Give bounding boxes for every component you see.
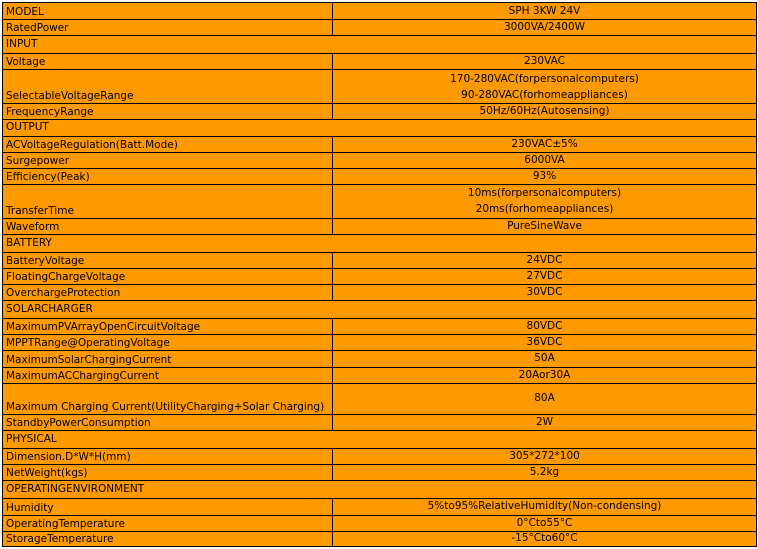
- spec-label: OperatingTemperature: [3, 515, 333, 531]
- spec-label: TransferTime: [3, 185, 333, 218]
- spec-row: [3, 351, 757, 367]
- spec-value-cell: [333, 103, 757, 119]
- spec-label: FloatingChargeVoltage: [3, 268, 333, 284]
- section-row: [3, 301, 757, 319]
- spec-value: 80VDC: [526, 320, 563, 333]
- section-header: PHYSICAL: [3, 430, 757, 448]
- spec-label: Surgepower: [3, 153, 333, 169]
- spec-value: 230VAC±5%: [511, 137, 578, 150]
- spec-value-cell: [333, 284, 757, 300]
- spec-value-cell: [333, 531, 757, 546]
- section-header: INPUT: [3, 36, 757, 54]
- spec-row: [3, 185, 757, 218]
- spec-value-cell: [333, 54, 757, 70]
- spec-table: [2, 2, 757, 547]
- spec-label: ACVoltageRegulation(Batt.Mode): [3, 136, 333, 152]
- spec-value: 305*272*100: [509, 450, 580, 463]
- spec-label: Voltage: [3, 54, 333, 70]
- spec-label: NetWeight(kgs): [3, 465, 333, 481]
- spec-row: [3, 20, 757, 36]
- spec-value: SPH 3KW 24V: [508, 4, 581, 17]
- spec-label: MPPTRange@OperatingVoltage: [3, 335, 333, 351]
- spec-row: [3, 3, 757, 20]
- spec-row: [3, 268, 757, 284]
- spec-value: 0°Cto55°C: [516, 516, 573, 529]
- spec-row: [3, 449, 757, 465]
- spec-value: 93%: [532, 170, 557, 183]
- spec-value: 30VDC: [526, 286, 563, 298]
- spec-value-cell: [333, 169, 757, 185]
- spec-value-cell: [333, 414, 757, 430]
- spec-value-cell: [333, 268, 757, 284]
- spec-value-cell: [333, 20, 757, 36]
- spec-value: 20Aor30A: [518, 368, 571, 381]
- spec-row: [3, 383, 757, 414]
- spec-value: 230VAC: [524, 55, 565, 68]
- section-row: [3, 430, 757, 448]
- section-header: OPERATINGENVIRONMENT: [3, 481, 757, 499]
- section-row: [3, 481, 757, 499]
- spec-row: [3, 515, 757, 531]
- spec-value-cell: [333, 367, 757, 383]
- spec-label: OverchargeProtection: [3, 284, 333, 300]
- spec-value-cell: [333, 465, 757, 481]
- spec-value: 24VDC: [526, 253, 563, 266]
- spec-value-cell: [333, 70, 757, 103]
- spec-row: [3, 531, 757, 546]
- spec-row: [3, 70, 757, 103]
- spec-row: [3, 103, 757, 119]
- spec-row: [3, 499, 757, 515]
- spec-label: MaximumPVArrayOpenCircuitVoltage: [3, 319, 333, 335]
- spec-row: [3, 54, 757, 70]
- spec-row: [3, 136, 757, 152]
- spec-row: [3, 335, 757, 351]
- spec-row: [3, 367, 757, 383]
- spec-value-cell: [333, 383, 757, 414]
- spec-value-cell: [333, 449, 757, 465]
- section-row: [3, 119, 757, 136]
- spec-value: 20ms(forhomeappliances): [475, 203, 614, 216]
- spec-row: [3, 218, 757, 234]
- spec-value-cell: [333, 335, 757, 351]
- spec-table-body: [3, 3, 757, 547]
- spec-value: 5.2kg: [529, 466, 560, 479]
- spec-row: [3, 414, 757, 430]
- spec-value-cell: [333, 218, 757, 234]
- spec-value: 10ms(forpersonalcomputers): [467, 187, 622, 200]
- section-row: [3, 234, 757, 252]
- spec-value: 80A: [534, 392, 555, 405]
- section-header: SOLARCHARGER: [3, 301, 757, 319]
- spec-label: Waveform: [3, 218, 333, 234]
- spec-value: 50Hz/60Hz(Autosensing): [479, 104, 610, 117]
- spec-label: MaximumACChargingCurrent: [3, 367, 333, 383]
- spec-row: [3, 153, 757, 169]
- spec-value: 5%to95%RelativeHumidity(Non-condensing): [427, 500, 662, 513]
- spec-value: 170-280VAC(forpersonalcomputers): [450, 72, 639, 85]
- spec-label: FrequencyRange: [3, 103, 333, 119]
- spec-row: [3, 169, 757, 185]
- spec-value: 36VDC: [526, 336, 563, 349]
- spec-label: SelectableVoltageRange: [3, 70, 333, 103]
- section-row: [3, 36, 757, 54]
- spec-label: StorageTemperature: [3, 531, 333, 546]
- spec-label: Humidity: [3, 499, 333, 515]
- spec-row: [3, 319, 757, 335]
- spec-value: PureSineWave: [507, 219, 582, 232]
- spec-value: 90-280VAC(forhomeappliances): [461, 88, 628, 101]
- section-header: OUTPUT: [3, 119, 757, 136]
- spec-value: 6000VA: [524, 154, 565, 167]
- spec-label: BatteryVoltage: [3, 252, 333, 268]
- spec-label: Efficiency(Peak): [3, 169, 333, 185]
- spec-value-cell: [333, 3, 757, 20]
- spec-row: [3, 252, 757, 268]
- spec-label: MaximumSolarChargingCurrent: [3, 351, 333, 367]
- spec-row: [3, 284, 757, 300]
- spec-value-cell: [333, 153, 757, 169]
- spec-label: RatedPower: [3, 20, 333, 36]
- spec-value-cell: [333, 515, 757, 531]
- spec-value-cell: [333, 499, 757, 515]
- spec-label: MODEL: [3, 3, 333, 20]
- spec-value: 50A: [534, 352, 555, 365]
- spec-value: 2W: [535, 415, 554, 428]
- spec-label: Maximum Charging Current(UtilityCharging+Solar Charging): [3, 383, 333, 414]
- spec-value-cell: [333, 185, 757, 218]
- spec-label: StandbyPowerConsumption: [3, 414, 333, 430]
- spec-value-cell: [333, 252, 757, 268]
- spec-value: -15°Cto60°C: [511, 532, 578, 545]
- section-header: BATTERY: [3, 234, 757, 252]
- spec-value-cell: [333, 319, 757, 335]
- spec-value-cell: [333, 136, 757, 152]
- spec-label: Dimension.D*W*H(mm): [3, 449, 333, 465]
- spec-value: 27VDC: [526, 269, 563, 282]
- spec-value-cell: [333, 351, 757, 367]
- spec-value: 3000VA/2400W: [503, 21, 586, 34]
- spec-row: [3, 465, 757, 481]
